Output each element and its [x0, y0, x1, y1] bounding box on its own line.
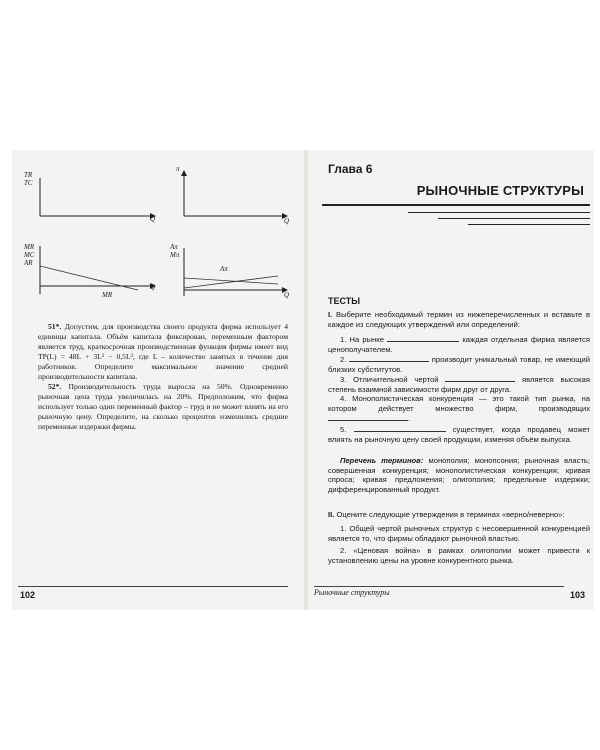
- x-label-q: Q: [150, 215, 156, 223]
- footer-rule: [314, 586, 564, 587]
- terms-text: монополия; монопсония; рыночная власть; совершенная конкуренция; монополистическая конкуренция; кривая спроса; кривая предложения; олигополия; предельные издержки; дифференцированный продукт.: [328, 456, 590, 494]
- part2-instruction: II. Оцените следующие утверждения в терминах «верно/неверно»:: [328, 510, 565, 519]
- right-page: [308, 150, 594, 610]
- footer-rule: [18, 586, 288, 587]
- page-number: 103: [570, 590, 586, 600]
- title-rule: [322, 204, 590, 206]
- task-text: Производительность труда выросла на 50%. Одновременно рыночная цена труда увеличилась на 20%. Предположим, что фирма использует только один переменный фактор – труд и не может влиять на его рыночную цену. Определите, на сколько процентов изменились средние переменные издержки фирмы.: [38, 382, 288, 431]
- book-spread: [12, 150, 594, 610]
- task-52: [38, 382, 288, 432]
- part1-item-5: 5. существует, когда продавец может влиять на рыночную цену своей продукции, изменяя объём выпуска.: [328, 425, 590, 444]
- y-label-m-pi: Mπ: [170, 251, 180, 259]
- axes-and-curves: [38, 246, 158, 302]
- y-label-mr: MR: [24, 243, 35, 251]
- y-label-ar: AR: [24, 259, 33, 267]
- roman-numeral: II.: [328, 510, 335, 519]
- part1-item-2: 2. производит уникальный товар, не имеющий близких субститутов.: [328, 355, 590, 374]
- running-head: Рыночные структуры: [314, 588, 390, 597]
- part2-item-1: 1. Общей чертой рыночных структур с несовершенной конкуренцией является то, что фирмы обладают рыночной властью.: [328, 524, 590, 543]
- chapter-label: Глава 6: [328, 162, 373, 176]
- part1-item-1: 1. На рынке каждая отдельная фирма является ценополучателем.: [328, 335, 590, 354]
- axes: [182, 170, 302, 224]
- y-label-tc: TC: [24, 179, 33, 187]
- blank-line: [387, 334, 459, 342]
- x-label-q: Q: [150, 283, 156, 291]
- task-51: [38, 322, 288, 382]
- chapter-title: РЫНОЧНЫЕ СТРУКТУРЫ: [416, 183, 584, 198]
- left-page: [12, 150, 304, 610]
- y-label-a-pi: Aπ: [170, 243, 178, 251]
- task-text: Допустим, для производства своего продукта фирма использует 4 единицы капитала. Объём капитала фиксирован, переменным фактором является труд, краткосрочная производственная функция фирмы имеет вид TP(L) = 48L + 3L² − 0,5L³, где L – количество занятых в течение дня работников. Определите максимальное значение средней производительности капитала.: [38, 322, 288, 381]
- blank-line: [349, 354, 429, 362]
- page-number: 102: [20, 590, 36, 600]
- section-title: ТЕСТЫ: [328, 296, 361, 306]
- axes: [38, 178, 158, 228]
- part1-item-4: 4. Монополистическая конкуренция — это такой тип рынка, на котором действует множество фирм, производящих .: [328, 394, 590, 424]
- blank-line: [328, 413, 408, 421]
- part2-item-2: 2. «Ценовая война» в рамках олигополии может привести к установлению цены на уровне конкурентного рынка.: [328, 546, 590, 565]
- deco-rule: [468, 224, 590, 225]
- y-label-mc: MC: [24, 251, 35, 259]
- blank-line: [445, 374, 515, 382]
- x-label-q: Q: [284, 291, 290, 299]
- task-number: 51*.: [48, 322, 62, 331]
- terms-label: Перечень терминов:: [340, 456, 424, 465]
- task-number: 52*.: [48, 382, 62, 391]
- curve-label-a-pi: Aπ: [220, 265, 228, 273]
- y-label-pi: π: [176, 165, 180, 173]
- x-label-q: Q: [284, 217, 290, 225]
- m-pi-curve: [184, 276, 278, 288]
- curve-label-mr: MR: [102, 291, 113, 299]
- part1-instruction: I. Выберите необходимый термин из нижеперечисленных и вставьте в каждое из следующих утверждений или определений:: [328, 310, 590, 329]
- deco-rule: [408, 212, 590, 213]
- y-label-tr: TR: [24, 171, 33, 179]
- blank-line: [354, 424, 446, 432]
- terms-list: [328, 456, 590, 494]
- roman-numeral: I.: [328, 310, 333, 319]
- a-pi-curve: [184, 278, 278, 284]
- part1-item-3: 3. Отличительной чертой является высокая степень взаимной зависимости фирм друг от друга.: [328, 375, 590, 394]
- deco-rule: [438, 218, 590, 219]
